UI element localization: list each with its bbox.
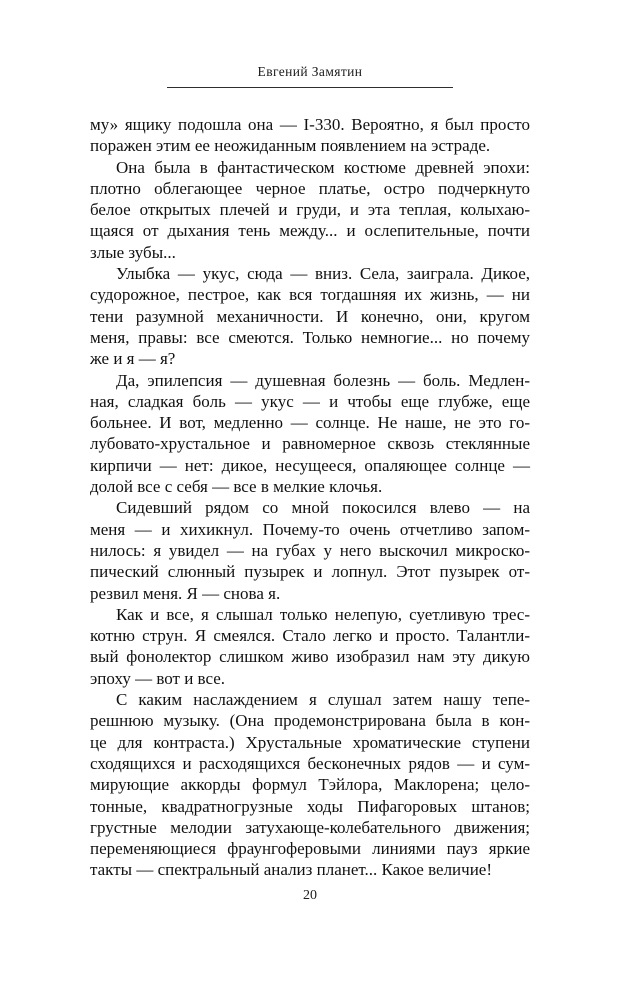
header-divider	[167, 87, 453, 88]
text-line: Улыбка — укус, сюда — вниз. Села, заиграла. Дикое,	[116, 264, 530, 284]
text-line: Она была в фантастическом костюме древней эпохи:	[116, 157, 530, 177]
paragraph	[90, 604, 530, 689]
text-line: мирующие аккорды формул Тэйлора, Маклорена; цело-	[90, 775, 530, 795]
text-line: меня — и хихикнул. Почему-то очень отчетливо запом-	[90, 519, 530, 539]
text-line: такты — спектральный анализ планет... Какое величие!	[90, 860, 492, 880]
text-line: плотно облегающее черное платье, остро подчеркнуто	[90, 178, 530, 198]
text-line: С каким наслаждением я слушал затем нашу тепе-	[116, 690, 530, 710]
text-line: сходящихся и расходящихся бесконечных рядов — и сум-	[90, 753, 530, 773]
text-line: кирпичи — нет: дикое, несущееся, опаляющее солнце —	[90, 455, 530, 475]
paragraph	[90, 689, 530, 881]
text-line: пический слюнный пузырек и лопнул. Этот пузырек от-	[90, 562, 530, 582]
paragraph	[90, 370, 530, 498]
text-line: резвил меня. Я — снова я.	[90, 583, 281, 603]
paragraph	[90, 263, 530, 369]
text-line: Как и все, я слышал только нелепую, суетливую трес-	[116, 604, 530, 624]
text-line: щаяся от дыхания тень между... и ослепительные, почти	[90, 221, 530, 241]
paragraph	[90, 157, 530, 263]
text-line: меня, правы: все смеются. Только немногие... но почему	[90, 327, 530, 347]
text-line: злые зубы...	[90, 242, 176, 262]
text-line: ная, сладкая боль — укус — и чтобы еще глубже, еще	[90, 391, 530, 411]
text-line: лубовато-хрустальное и равномерное сквозь стеклянные	[90, 434, 530, 454]
text-line: тени разумной механичности. И конечно, они, кругом	[90, 306, 530, 326]
page-number: 20	[303, 888, 317, 903]
text-line: долой все с себя — все в мелкие клочья.	[90, 477, 383, 497]
text-line: поражен этим ее неожиданным появлением на эстраде.	[90, 136, 491, 156]
text-line: нилось: я увидел — на губах у него выскочил микроско-	[90, 540, 530, 560]
text-line: грустные мелодии затухающе-колебательного движения;	[90, 817, 530, 837]
text-line: эпоху — вот и все.	[90, 668, 226, 688]
paragraph	[90, 497, 530, 603]
text-line: переменяющиеся фраунгоферовыми линиями пауз яркие	[90, 839, 530, 859]
text-line: вый фонолектор слишком живо изобразил нам эту дикую	[90, 647, 530, 667]
text-line: белое открытых плечей и груди, и эта теплая, колыхаю-	[90, 200, 530, 220]
running-header: Евгений Замятин	[257, 64, 363, 79]
text-line: же и я — я?	[90, 349, 176, 369]
paragraph	[90, 114, 530, 157]
text-line: це для контраста.) Хрустальные хроматические ступени	[90, 732, 530, 752]
text-line: Да, эпилепсия — душевная болезнь — боль. Медлен-	[116, 370, 530, 390]
text-line: котню струн. Я смеялся. Стало легко и просто. Талантли-	[90, 626, 530, 646]
text-line: му» ящику подошла она — I-330. Вероятно, я был просто	[90, 115, 530, 134]
text-line: судорожное, пестрое, как вся тогдашняя их жизнь, — ни	[90, 285, 530, 305]
text-line: решнюю музыку. (Она продемонстрирована была в кон-	[90, 711, 530, 731]
text-line: больнее. И вот, медленно — солнце. Не наше, не это го-	[90, 413, 530, 433]
text-line: Сидевший рядом со мной покосился влево — на	[116, 498, 530, 518]
page-body	[90, 114, 530, 881]
text-line: тонные, квадратногрузные ходы Пифагоровых штанов;	[90, 796, 530, 816]
